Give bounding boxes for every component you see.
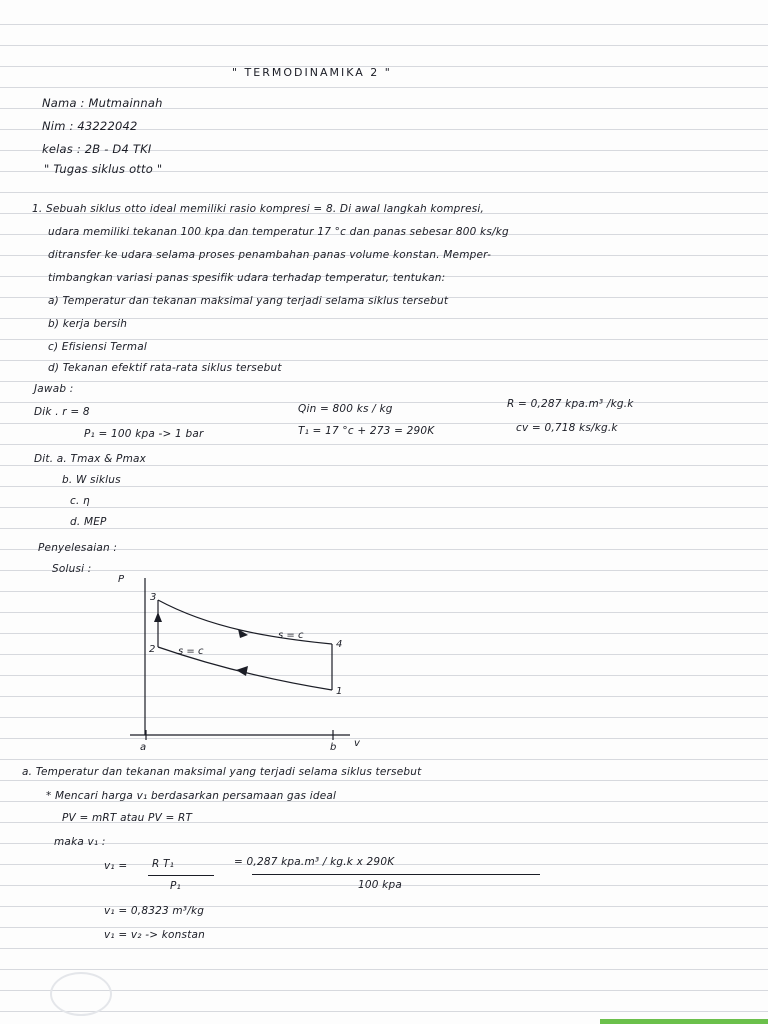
problem-item-d: d) Tekanan efektif rata-rata siklus tersebut: [48, 362, 282, 374]
tick-b-label: b: [330, 742, 337, 753]
v1-fraction-bar: [148, 875, 214, 876]
v1-value: v₁ = 0,8323 m³/kg: [104, 905, 205, 917]
page-title: " TERMODINAMIKA 2 ": [232, 66, 392, 79]
pv-diagram: [110, 570, 390, 755]
v-axis-label: v: [354, 738, 360, 749]
ideal-gas-equation: PV = mRT atau PV = RT: [62, 812, 193, 824]
isentropic-lower-label: s = c: [178, 646, 204, 657]
point-1-label: 1: [336, 686, 343, 697]
point-4-label: 4: [336, 639, 343, 650]
asked-c: c. η: [70, 495, 90, 507]
solusi-label: Solusi :: [52, 563, 92, 575]
point-3-label: 3: [150, 592, 157, 603]
student-nim: Nim : 43222042: [42, 119, 138, 133]
point-2-label: 2: [149, 644, 156, 655]
given-p1: P₁ = 100 kpa -> 1 bar: [84, 428, 204, 440]
problem-line-4: timbangkan variasi panas spesifik udara terhadap temperatur, tentukan:: [48, 272, 446, 284]
asked-b: b. W siklus: [62, 474, 121, 486]
problem-line-1: 1. Sebuah siklus otto ideal memiliki rasio kompresi = 8. Di awal langkah kompresi,: [32, 203, 485, 215]
v1-rhs-denominator: 100 kpa: [358, 879, 402, 891]
p-axis-label: P: [118, 574, 125, 585]
arrow-left-icon: [236, 666, 248, 676]
given-t1: T₁ = 17 °c + 273 = 290K: [298, 425, 435, 437]
v1-numerator: R T₁: [152, 858, 175, 870]
problem-line-3: ditransfer ke udara selama proses penambahan panas volume konstan. Memper-: [48, 249, 492, 261]
v1-rhs-fraction-bar: [252, 874, 540, 875]
student-name: Nama : Mutmainnah: [42, 96, 163, 110]
given-r: Dik . r = 8: [34, 406, 90, 418]
given-qin: Qin = 800 ks / kg: [298, 403, 393, 415]
problem-item-b: b) kerja bersih: [48, 318, 128, 330]
penyelesaian-label: Penyelesaian :: [38, 542, 118, 554]
solution-a-heading: a. Temperatur dan tekanan maksimal yang terjadi selama siklus tersebut: [22, 766, 422, 778]
solution-step-1: * Mencari harga v₁ berdasarkan persamaan gas ideal: [46, 790, 337, 802]
v1-lhs: v₁ =: [104, 860, 128, 872]
v1-denominator: P₁: [170, 880, 181, 892]
faded-stamp-icon: [50, 972, 112, 1016]
asked-a: Dit. a. Tmax & Pmax: [34, 453, 147, 465]
tick-a-label: a: [140, 742, 147, 753]
v1-rhs-numerator: = 0,287 kpa.m³ / kg.k x 290K: [234, 856, 395, 868]
arrow-up-icon: [154, 612, 162, 622]
jawab-label: Jawab :: [34, 383, 74, 395]
asked-d: d. MEP: [70, 516, 107, 528]
given-r-const: R = 0,287 kpa.m³ /kg.k: [507, 398, 634, 410]
maka-v1-label: maka v₁ :: [54, 836, 106, 848]
expansion-curve: [158, 600, 332, 644]
problem-line-2: udara memiliki tekanan 100 kpa dan temperatur 17 °c dan panas sebesar 800 ks/kg: [48, 226, 509, 238]
assignment-title: " Tugas siklus otto ": [44, 162, 163, 176]
student-class: kelas : 2B - D4 TKI: [42, 142, 152, 156]
given-cv: cv = 0,718 ks/kg.k: [516, 422, 618, 434]
isentropic-upper-label: s = c: [278, 630, 304, 641]
problem-item-c: c) Efisiensi Termal: [48, 341, 147, 353]
bottom-edge-strip: [600, 1019, 768, 1024]
problem-item-a: a) Temperatur dan tekanan maksimal yang terjadi selama siklus tersebut: [48, 295, 449, 307]
v1-equals-v2: v₁ = v₂ -> konstan: [104, 929, 206, 941]
